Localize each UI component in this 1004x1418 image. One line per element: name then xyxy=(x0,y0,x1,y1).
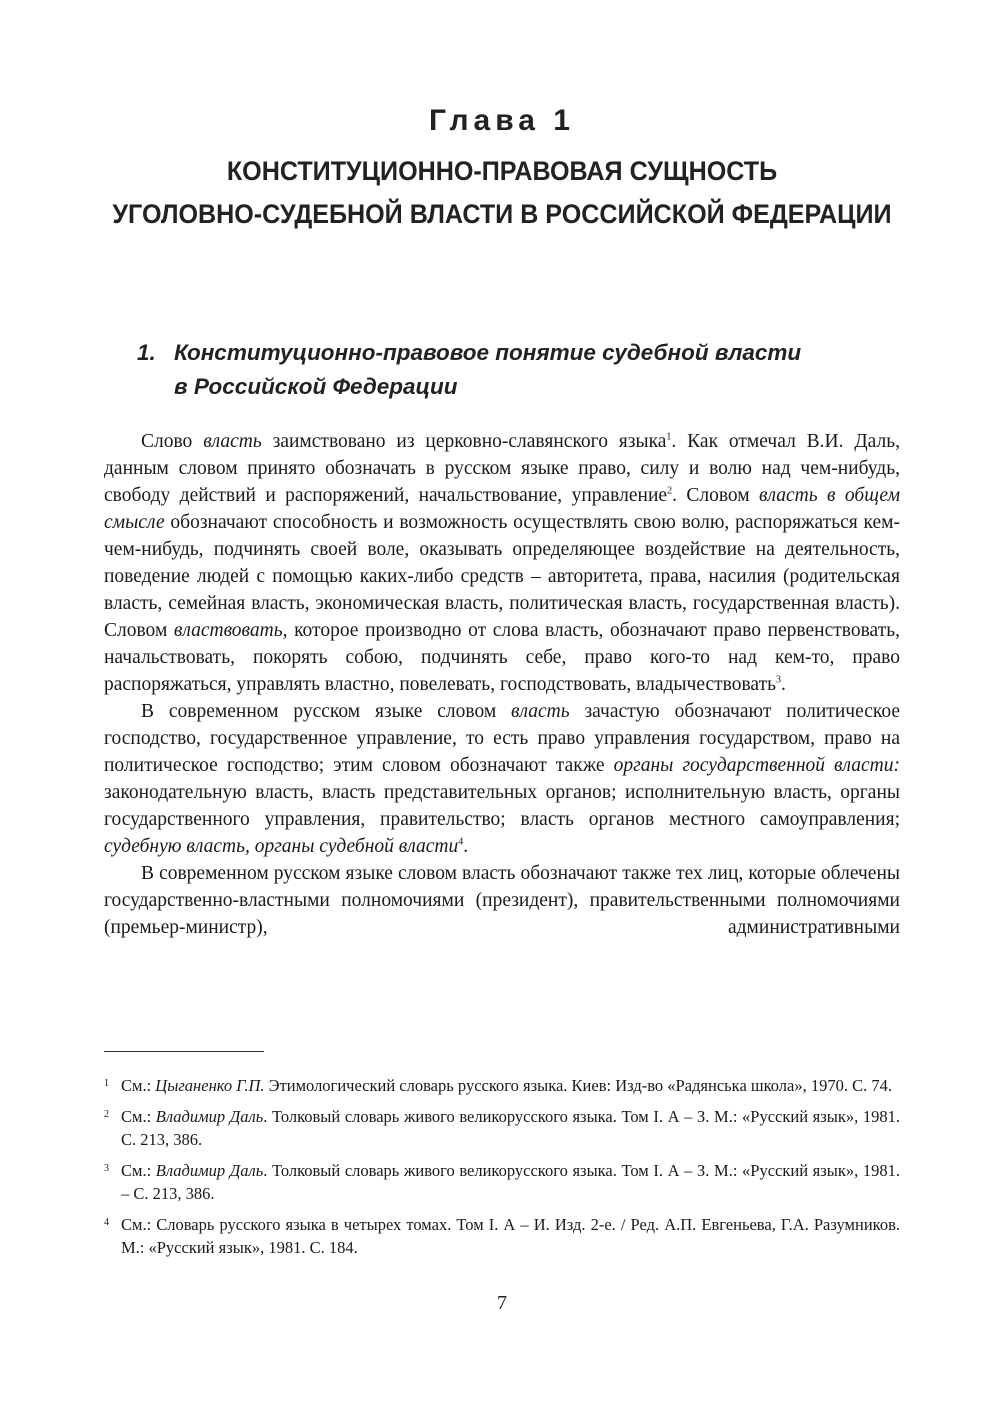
footnote-text: . Толковый словарь живого великорусского языка. Том I. А – З. М.: «Русский язык», 1981. – С. 213, 386. xyxy=(121,1161,900,1203)
footnote-2 xyxy=(104,1105,900,1151)
footnote-mark: 2 xyxy=(104,1109,109,1120)
footnote-ref-2[interactable]: 2 xyxy=(667,485,673,497)
paragraph-2 xyxy=(104,698,900,860)
text-run: Слово xyxy=(141,431,204,452)
footnote-1 xyxy=(104,1074,900,1097)
footnote-author: Владимир Даль xyxy=(155,1161,264,1180)
text-run: зачастую обозначают политическое господство, государственное управление, то есть право управления государством, право на политическое господство; этим словом обозначают также xyxy=(104,701,900,776)
italic-term: судебную власть, органы судебной власти xyxy=(104,836,459,857)
footnote-prefix: См.: xyxy=(121,1076,156,1095)
chapter-label: Глава 1 xyxy=(428,104,575,137)
footnote-text: См.: Словарь русского языка в четырех томах. Том I. А – И. Изд. 2-е. / Ред. А.П. Евгеньева, Г.А. Разумников. М.: «Русский язык», 1981. С. 184. xyxy=(121,1215,900,1257)
footnote-ref-4[interactable]: 4 xyxy=(458,836,464,848)
text-run: . xyxy=(780,674,786,695)
footnote-mark: 1 xyxy=(104,1078,109,1089)
section-title-line-2: в Российской Федерации xyxy=(174,374,458,399)
footnotes xyxy=(104,1074,900,1267)
text-run: . xyxy=(463,836,469,857)
footnote-author: Цыганенко Г.П. xyxy=(155,1076,265,1095)
footnote-ref-1[interactable]: 1 xyxy=(666,431,672,443)
text-run: В современном русском языке словом xyxy=(141,701,512,722)
footnote-ref-3[interactable]: 3 xyxy=(775,674,781,686)
italic-term: власть xyxy=(203,431,262,452)
italic-term: властвовать, xyxy=(173,620,288,641)
footnote-prefix: См.: xyxy=(121,1161,156,1180)
text-run: заимствовано из церковно-славянского языка xyxy=(261,431,667,452)
paragraph-1 xyxy=(104,428,900,698)
italic-term: власть xyxy=(511,701,570,722)
text-run: законодательную власть, власть представительных органов; исполнительную власть, органы государственного управления, правительство; власть органов местного самоуправления; xyxy=(104,782,900,830)
italic-term: власть в общем смысле xyxy=(104,485,901,533)
section-heading xyxy=(137,336,857,404)
text-run: . Как отмечал В.И. Даль, данным словом принято обозначать в русском языке право, силу и волю над чем-нибудь, свободу действий и распоряжений, начальствование, управление xyxy=(104,431,901,506)
footnote-divider xyxy=(104,1051,264,1052)
footnote-3 xyxy=(104,1159,900,1205)
section-title-line-1: Конституционно-правовое понятие судебной власти xyxy=(174,340,802,365)
footnote-prefix: См.: xyxy=(121,1107,156,1126)
body-text xyxy=(104,428,900,941)
footnote-mark: 3 xyxy=(104,1163,109,1174)
section-number: 1. xyxy=(137,340,156,365)
paragraph-3: В современном русском языке словом власть обозначают также тех лиц, которые облечены государственно-властными полномочиями (президент), правительственными полномочиями (премьер-министр), административными xyxy=(104,863,900,938)
text-run: . Словом xyxy=(672,485,760,506)
chapter-title-line-1: КОНСТИТУЦИОННО-ПРАВОВАЯ СУЩНОСТЬ xyxy=(226,156,778,186)
footnote-4 xyxy=(104,1213,900,1259)
chapter-title xyxy=(35,150,969,236)
italic-term: органы государственной власти: xyxy=(613,755,900,776)
text-run: которое производно от слова власть, обозначают право первенствовать, начальствовать, покорять собою, подчинять себе, право кого-то над кем-то, право распоряжаться, управлять властно, повелевать, господствовать, владычествовать xyxy=(104,620,900,695)
chapter-title-line-2: УГОЛОВНО-СУДЕБНОЙ ВЛАСТИ В РОССИЙСКОЙ ФЕДЕРАЦИИ xyxy=(112,199,892,229)
footnote-mark: 4 xyxy=(104,1217,109,1228)
text-run: обозначают способность и возможность осуществлять свою волю, распоряжаться кем-чем-нибудь, подчинять своей воле, оказывать определяющее воздействие на деятельность, поведение людей с помощью каких-либо средств – авторитета, права, насилия (родительская власть, семейная власть, экономическая власть, политическая власть, государственная власть). Словом xyxy=(104,512,900,641)
page-number: 7 xyxy=(497,1292,507,1314)
footnote-author: Владимир Даль xyxy=(155,1107,264,1126)
footnote-text: Этимологический словарь русского языка. Киев: Изд-во «Радянська школа», 1970. С. 74. xyxy=(264,1076,892,1095)
footnote-text: . Толковый словарь живого великорусского языка. Том I. А – З. М.: «Русский язык», 1981. С. 213, 386. xyxy=(121,1107,900,1149)
